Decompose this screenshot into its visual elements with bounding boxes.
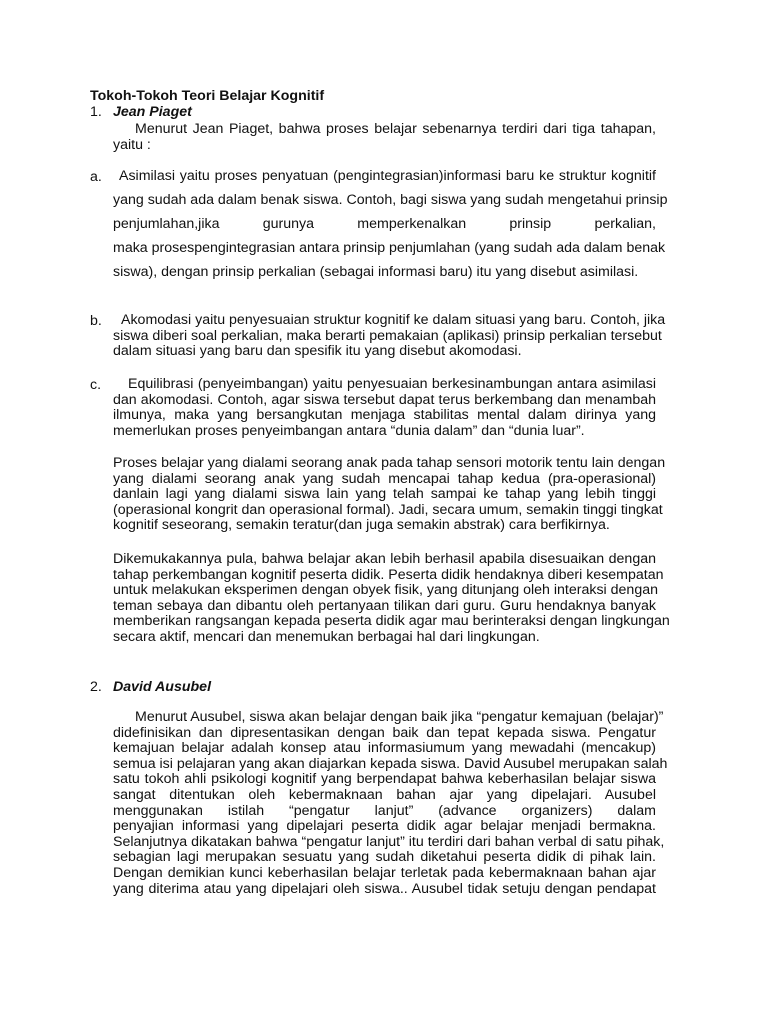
text-line: memberikan rangsangan kepada peserta didik agar mau berinteraksi dengan lingkungan [113, 613, 670, 630]
text-line: Menurut Jean Piaget, bahwa proses belajar sebenarnya terdiri dari tiga tahapan, [135, 121, 656, 137]
text-line: tahap perkembangan kognitif peserta didik. Peserta didik hendaknya diberi kesempatan [113, 566, 664, 583]
text-line: sebagian lagi merupakan sesuatu yang sudah diketahui peserta didik di pihak lain. [113, 849, 656, 866]
text-line: danlain lagi yang dialami siswa lain yang telah sampai ke tahap yang lebih tinggi [113, 486, 656, 503]
text-line: dalam situasi yang baru dan spesifik itu yang disebut akomodasi. [113, 343, 522, 360]
text-line: siswa diberi soal perkalian, maka berarti pemakaian (aplikasi) prinsip perkalian tersebut [113, 327, 662, 344]
text-line: menggunakan istilah “pengatur lanjut” (advance organizers) dalam [113, 802, 656, 819]
text-line: dan akomodasi. Contoh, agar siswa tersebut dapat terus berkembang dan menambah [113, 391, 656, 408]
text-line: Akomodasi yaitu penyesuaian struktur kognitif ke dalam situasi yang baru. Contoh, jika [121, 312, 666, 328]
text-line: yaitu : [113, 136, 151, 153]
text-line: satu tokoh ahli psikologi kognitif yang berpendapat bahwa keberhasilan belajar siswa [113, 771, 656, 788]
item-b-marker: b. [90, 313, 102, 329]
item-c-equilibrasi [113, 377, 656, 439]
section-1-number: 1. [90, 104, 102, 120]
text-line: Equilibrasi (penyeimbangan) yaitu penyesuaian berkesinambungan antara asimilasi [128, 376, 656, 392]
text-line: untuk melakukan eksperimen dengan obyek fisik, yang ditunjang oleh interaksi dengan [113, 582, 658, 599]
text-line: secara aktif, mencari dan menemukan berbagai hal dari lingkungan. [113, 628, 540, 645]
section-2-name: David Ausubel [113, 679, 212, 695]
piaget-paragraph-1 [113, 455, 666, 534]
text-line: Menurut Ausubel, siswa akan belajar dengan baik jika “pengatur kemajuan (belajar)” [135, 709, 664, 725]
item-a-marker: a. [90, 169, 102, 185]
text-line: Proses belajar yang dialami seorang anak pada tahap sensori motorik tentu lain dengan [113, 455, 666, 471]
text-line: yang diterima atau yang dipelajari oleh siswa.. Ausubel tidak setuju dengan pendapat [113, 880, 656, 897]
text-line: yang sudah ada dalam benak siswa. Contoh, bagi siswa yang sudah mengetahui prinsip [113, 192, 668, 208]
text-line: penjumlahan,jika gurunya memperkenalkan prinsip perkalian, [113, 216, 656, 232]
text-line: penyajian informasi yang dipelajari peserta didik agar belajar menjadi bermakna. [113, 818, 656, 835]
text-line: Dikemukakannya pula, bahwa belajar akan lebih berhasil apabila disesuaikan dengan [113, 551, 656, 567]
text-line: ilmunya, maka yang bersangkutan menjaga stabilitas mental dalam dirinya yang [113, 407, 656, 424]
section-1-name: Jean Piaget [113, 104, 192, 120]
ausubel-paragraph [113, 709, 668, 897]
text-line: semua isi pelajaran yang akan diajarkan kepada siswa. David Ausubel merupakan salah [113, 755, 668, 772]
text-line: yang dialami seorang anak yang sudah mencapai tahap kedua (pra-operasional) [113, 470, 656, 487]
item-a-asimilasi [113, 164, 668, 284]
text-line: kemajuan belajar adalah konsep atau informasiumum yang mewadahi (mencakup) [113, 740, 656, 757]
text-line: siswa), dengan prinsip perkalian (sebagai informasi baru) itu yang disebut asimilasi. [113, 264, 639, 280]
text-line: (operasional kongrit dan operasional formal). Jadi, secara umum, semakin tinggi tingkat [113, 501, 663, 518]
text-line: didefinisikan dan dipresentasikan dengan baik dan tepat kepada siswa. Pengatur [113, 724, 656, 741]
text-line: maka prosespengintegrasian antara prinsip penjumlahan (yang sudah ada dalam benak [113, 240, 666, 256]
document-title: Tokoh-Tokoh Teori Belajar Kognitif [90, 88, 325, 104]
text-line: memerlukan proses penyeimbangan antara “dunia dalam” dan “dunia luar”. [113, 422, 585, 439]
item-b-akomodasi [113, 312, 666, 360]
text-line: Dengan demikian kunci keberhasilan belajar terletak pada kebermaknaan bahan ajar [113, 864, 656, 881]
piaget-paragraph-2 [113, 551, 670, 646]
piaget-intro [113, 122, 656, 153]
text-line: kognitif seseorang, semakin teratur(dan juga semakin abstrak) cara berfikirnya. [113, 517, 610, 534]
text-line: Asimilasi yaitu proses penyatuan (pengintegrasian)informasi baru ke struktur kognitif [119, 168, 656, 184]
item-c-marker: c. [90, 377, 102, 393]
text-line: Selanjutnya dikatakan bahwa “pengatur lanjut” itu terdiri dari bahan verbal di satu pihak, [113, 833, 665, 850]
text-line: teman sebaya dan dibantu oleh pertanyaan tilikan dari guru. Guru hendaknya banyak [113, 597, 656, 614]
text-line: sangat ditentukan oleh kebermaknaan bahan ajar yang dipelajari. Ausubel [113, 786, 656, 803]
section-2-number: 2. [90, 679, 102, 695]
